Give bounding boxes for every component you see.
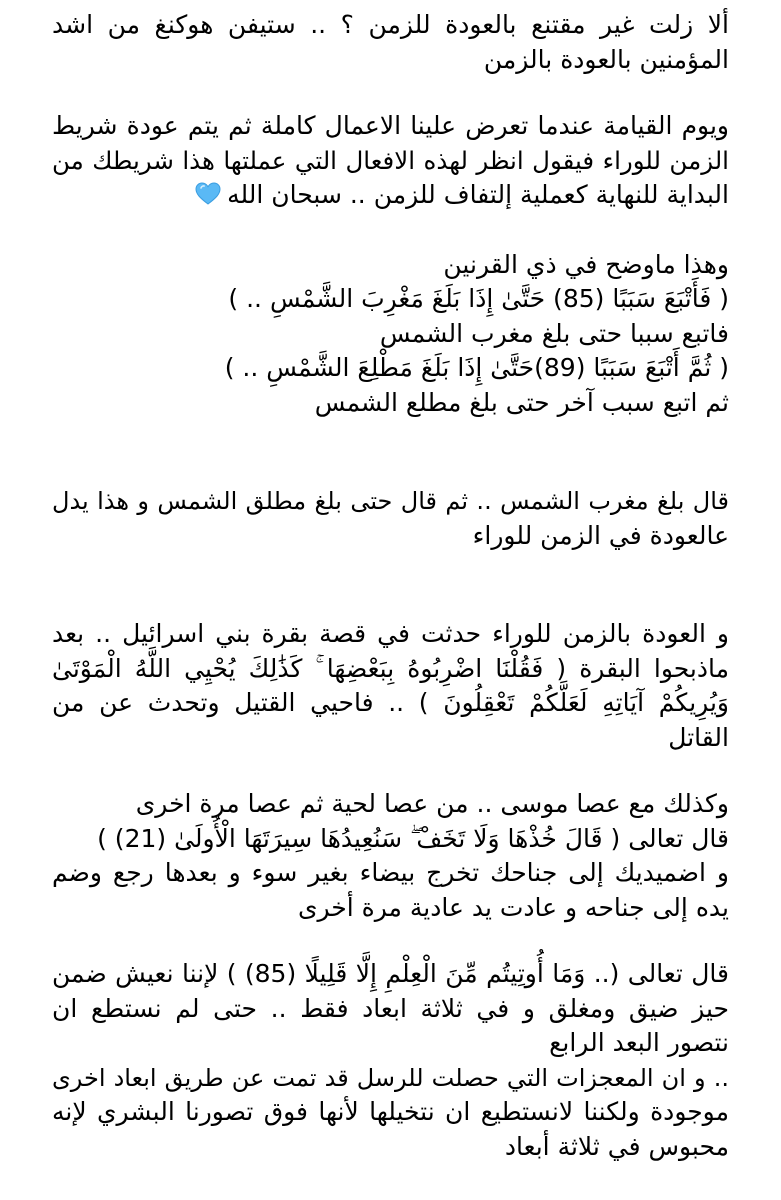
paragraph-sunset-sunrise bbox=[52, 484, 729, 553]
paragraph-cow-story bbox=[52, 617, 729, 755]
quran-verse-line: ماذبحوا البقرة ( فَقُلْنَا اضْرِبُوهُ بِبَعْضِهَا ۚ كَذَٰلِكَ يُحْيِي اللَّهُ الْمَوْتَىٰ bbox=[52, 653, 729, 683]
text-line: قال بلغ مغرب الشمس .. ثم قال حتى بلغ مطلق الشمس و هذا يدل bbox=[52, 487, 729, 515]
text-line: فاتبع سببا حتى بلغ مغرب الشمس bbox=[379, 318, 729, 348]
text-line-content: البداية للنهاية كعملية إلتفاف للزمن .. سبحان الله bbox=[227, 180, 729, 209]
quran-verse-line: ( ثُمَّ أَتْبَعَ سَبَبًا (89)حَتَّىٰ إِذَا بَلَغَ مَطْلِعَ الشَّمْسِ .. ) bbox=[224, 353, 729, 382]
paragraph-gap bbox=[52, 77, 729, 109]
text-line: ألا زلت غير مقتنع بالعودة للزمن ؟ .. ستيفن هوكنغ من اشد bbox=[52, 10, 729, 39]
paragraph-gap bbox=[52, 925, 729, 957]
text-line: ويوم القيامة عندما تعرض علينا الاعمال كاملة ثم يتم عودة شريط bbox=[52, 111, 729, 140]
text-line: القاتل bbox=[668, 722, 729, 752]
text-line: و اضميديك إلى جناحك تخرج بيضاء بغير سوء و بعدها رجع وضم bbox=[52, 858, 729, 887]
quran-verse-line: قال تعالى ( قَالَ خُذْهَا وَلَا تَخَفْ ۖ سَنُعِيدُهَا سِيرَتَهَا الْأُولَىٰ (21) ) bbox=[97, 823, 729, 853]
text-line: .. و ان المعجزات التي حصلت للرسل قد تمت عن طريق ابعاد اخرى bbox=[52, 1063, 729, 1092]
quran-verse-line: وَيُرِيكُمْ آيَاتِهِ لَعَلَّكُمْ تَعْقِلُونَ ) .. فاحيي القتيل وتحدث عن من bbox=[52, 688, 729, 717]
text-line: نتصور البعد الرابع bbox=[549, 1028, 729, 1057]
paragraph-dhul-qarnayn bbox=[52, 248, 729, 421]
paragraph-hawking bbox=[52, 8, 729, 77]
text-line: وهذا ماوضح في ذي القرنين bbox=[443, 249, 729, 279]
paragraph-moses-staff bbox=[52, 787, 729, 925]
quran-verse-line: ( فَأَتْبَعَ سَبَبًا (85) حَتَّىٰ إِذَا بَلَغَ مَغْرِبَ الشَّمْسِ .. ) bbox=[228, 284, 729, 313]
text-line: وكذلك مع عصا موسى .. من عصا لحية ثم عصا مرة اخرى bbox=[135, 789, 729, 818]
blue-heart-icon bbox=[195, 181, 221, 216]
text-line: عالعودة في الزمن للوراء bbox=[472, 520, 729, 550]
text-line: ثم اتبع سبب آخر حتى بلغ مطلع الشمس bbox=[314, 387, 729, 417]
paragraph-gap bbox=[52, 420, 729, 484]
text-line: يده إلى جناحه و عادت يد عادية مرة أخرى bbox=[297, 892, 729, 922]
paragraph-knowledge-dimensions bbox=[52, 957, 729, 1164]
paragraph-gap bbox=[52, 755, 729, 787]
text-line: حيز ضيق ومغلق و في ثلاثة ابعاد فقط .. حتى لم نستطع ان bbox=[52, 993, 729, 1023]
text-line: محبوس في ثلاثة أبعاد bbox=[504, 1131, 729, 1161]
paragraph-gap bbox=[52, 216, 729, 248]
paragraph-gap bbox=[52, 553, 729, 617]
text-line: موجودة ولكننا لانستطيع ان نتخيلها لأنها فوق تصورنا البشري لإنه bbox=[52, 1097, 729, 1126]
text-line: المؤمنين بالعودة بالزمن bbox=[483, 44, 729, 74]
text-line: و العودة بالزمن للوراء حدثت في قصة بقرة بني اسرائيل .. بعد bbox=[52, 619, 729, 648]
text-line: الزمن للوراء فيقول انظر لهذه الافعال التي عملتها هذا شريطك من bbox=[52, 145, 729, 175]
paragraph-judgement-day bbox=[52, 109, 729, 216]
text-line bbox=[52, 178, 729, 216]
quran-verse-line: قال تعالى (.. وَمَا أُوتِيتُم مِّنَ الْعِلْمِ إِلَّا قَلِيلًا (85) ) لإننا نعيش ضمن bbox=[52, 959, 729, 988]
